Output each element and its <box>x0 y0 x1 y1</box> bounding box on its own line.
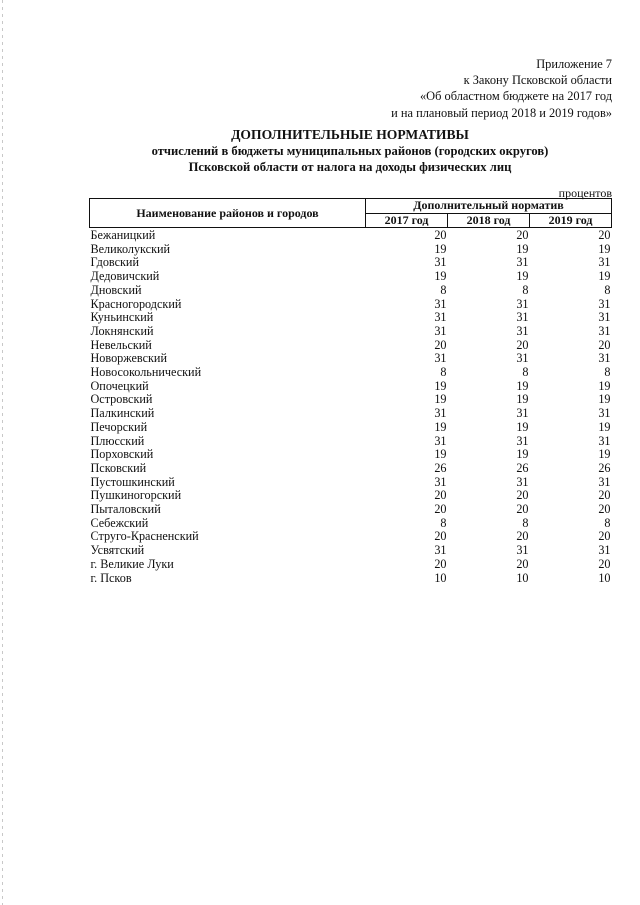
value-2017: 19 <box>434 447 447 462</box>
value-2017: 19 <box>434 392 447 407</box>
district-name: Струго-Красненский <box>90 529 199 544</box>
district-name: Палкинский <box>90 406 155 421</box>
value-2019: 20 <box>598 488 611 503</box>
table-row <box>90 476 612 490</box>
district-name: Новосокольнический <box>90 365 202 380</box>
district-name: Печорский <box>90 419 148 434</box>
value-2017: 8 <box>440 282 447 297</box>
value-2019: 31 <box>598 255 611 270</box>
value-2018: 31 <box>516 310 529 325</box>
value-2018: 31 <box>516 323 529 338</box>
value-2019: 19 <box>598 378 611 393</box>
district-name: Бежаницкий <box>90 228 156 242</box>
value-2018: 31 <box>516 543 529 558</box>
value-2017: 20 <box>434 228 447 242</box>
district-name: г. Великие Луки <box>90 556 174 571</box>
value-2019: 31 <box>598 406 611 421</box>
value-2017: 26 <box>434 460 447 475</box>
value-2017: 31 <box>434 474 447 489</box>
table-row <box>90 407 612 421</box>
district-name: Гдовский <box>90 255 139 270</box>
table-row <box>90 448 612 462</box>
value-2019: 8 <box>604 515 611 530</box>
table-row <box>90 284 612 298</box>
value-2017: 31 <box>434 310 447 325</box>
value-2019: 31 <box>598 351 611 366</box>
value-2018: 19 <box>516 241 529 256</box>
district-name: Новоржевский <box>90 351 167 366</box>
district-name: Пыталовский <box>90 502 161 517</box>
table-row <box>90 366 612 380</box>
district-name: Дедовичский <box>90 269 160 284</box>
value-2018: 20 <box>516 529 529 544</box>
value-2019: 19 <box>598 392 611 407</box>
value-2019: 8 <box>604 282 611 297</box>
value-2017: 19 <box>434 269 447 284</box>
table-row <box>90 380 612 394</box>
table-row <box>90 544 612 558</box>
value-2018: 19 <box>516 392 529 407</box>
district-name: Плюсский <box>90 433 145 448</box>
value-2017: 20 <box>434 529 447 544</box>
table-row <box>90 298 612 312</box>
scan-edge-artifact <box>2 0 3 905</box>
value-2017: 10 <box>434 570 447 585</box>
table-row <box>90 243 612 257</box>
district-name: Порховский <box>90 447 154 462</box>
value-2017: 31 <box>434 323 447 338</box>
table-body <box>90 228 612 586</box>
value-2017: 31 <box>434 406 447 421</box>
value-2017: 20 <box>434 502 447 517</box>
value-2019: 31 <box>598 433 611 448</box>
value-2017: 19 <box>434 378 447 393</box>
value-2019: 20 <box>598 502 611 517</box>
table-row <box>90 517 612 531</box>
table-row <box>90 339 612 353</box>
value-2017: 20 <box>434 488 447 503</box>
district-name: Невельский <box>90 337 152 352</box>
value-2018: 20 <box>516 337 529 352</box>
value-2018: 19 <box>516 269 529 284</box>
value-2017: 31 <box>434 351 447 366</box>
value-2019: 20 <box>598 529 611 544</box>
column-header-year: 2019 год <box>530 213 612 228</box>
table-row <box>90 489 612 503</box>
district-name: г. Псков <box>90 570 132 585</box>
value-2017: 31 <box>434 433 447 448</box>
value-2018: 31 <box>516 474 529 489</box>
table-row <box>90 352 612 366</box>
value-2019: 20 <box>598 337 611 352</box>
value-2018: 19 <box>516 447 529 462</box>
table-row <box>90 530 612 544</box>
district-name: Усвятский <box>90 543 145 558</box>
column-header-year: 2018 год <box>448 213 530 228</box>
value-2017: 8 <box>440 365 447 380</box>
district-name: Пушкиногорский <box>90 488 182 503</box>
value-2019: 20 <box>598 556 611 571</box>
value-2018: 10 <box>516 570 529 585</box>
value-2018: 31 <box>516 255 529 270</box>
value-2019: 10 <box>598 570 611 585</box>
annex-line: к Закону Псковской области <box>463 73 612 88</box>
district-name: Пустошкинский <box>90 474 175 489</box>
value-2018: 31 <box>516 406 529 421</box>
value-2018: 20 <box>516 502 529 517</box>
value-2018: 20 <box>516 488 529 503</box>
district-name: Псковский <box>90 460 147 475</box>
value-2017: 19 <box>434 419 447 434</box>
value-2017: 20 <box>434 556 447 571</box>
district-name: Красногородский <box>90 296 182 311</box>
value-2018: 20 <box>516 556 529 571</box>
table-row <box>90 311 612 325</box>
document-title <box>88 126 612 175</box>
value-2017: 19 <box>434 241 447 256</box>
value-2018: 31 <box>516 296 529 311</box>
district-name: Себежский <box>90 515 149 530</box>
table-row <box>90 558 612 572</box>
district-name: Островский <box>90 392 153 407</box>
table-row <box>90 256 612 270</box>
normatives-table <box>89 198 612 585</box>
annex-reference <box>391 56 612 121</box>
value-2019: 31 <box>598 296 611 311</box>
column-header-year: 2017 год <box>366 213 448 228</box>
value-2017: 20 <box>434 337 447 352</box>
table-row <box>90 421 612 435</box>
value-2018: 8 <box>522 515 529 530</box>
value-2018: 8 <box>522 365 529 380</box>
table-row <box>90 393 612 407</box>
value-2019: 19 <box>598 269 611 284</box>
district-name: Дновский <box>90 282 142 297</box>
value-2019: 31 <box>598 323 611 338</box>
district-name: Великолукский <box>90 241 171 256</box>
district-name: Опочецкий <box>90 378 149 393</box>
value-2019: 19 <box>598 419 611 434</box>
value-2018: 8 <box>522 282 529 297</box>
value-2018: 26 <box>516 460 529 475</box>
title-subtitle-1: отчислений в бюджеты муниципальных районов (городских округов) <box>151 144 549 158</box>
value-2019: 31 <box>598 543 611 558</box>
district-name: Куньинский <box>90 310 154 325</box>
value-2017: 31 <box>434 296 447 311</box>
column-header-group: Дополнительный норматив <box>366 199 612 214</box>
column-header-name: Наименование районов и городов <box>90 199 366 228</box>
table-row <box>90 325 612 339</box>
table-row <box>90 228 612 243</box>
value-2017: 31 <box>434 255 447 270</box>
value-2019: 8 <box>604 365 611 380</box>
value-2019: 26 <box>598 460 611 475</box>
annex-line: и на плановый период 2018 и 2019 годов» <box>391 105 612 120</box>
annex-line: «Об областном бюджете на 2017 год <box>419 89 612 104</box>
value-2018: 31 <box>516 433 529 448</box>
value-2017: 8 <box>440 515 447 530</box>
value-2019: 20 <box>598 228 611 242</box>
title-main: ДОПОЛНИТЕЛЬНЫЕ НОРМАТИВЫ <box>231 127 469 142</box>
value-2019: 31 <box>598 310 611 325</box>
district-name: Локнянский <box>90 323 154 338</box>
table-row <box>90 270 612 284</box>
value-2018: 19 <box>516 378 529 393</box>
value-2019: 19 <box>598 447 611 462</box>
value-2018: 20 <box>516 228 529 242</box>
table-row <box>90 503 612 517</box>
annex-line: Приложение 7 <box>536 57 612 71</box>
table-row <box>90 572 612 586</box>
value-2018: 31 <box>516 351 529 366</box>
units-label: процентов <box>558 186 612 200</box>
table-row <box>90 462 612 476</box>
value-2017: 31 <box>434 543 447 558</box>
table-row <box>90 435 612 449</box>
value-2019: 31 <box>598 474 611 489</box>
value-2019: 19 <box>598 241 611 256</box>
title-subtitle-2: Псковской области от налога на доходы физических лиц <box>188 160 512 174</box>
value-2018: 19 <box>516 419 529 434</box>
